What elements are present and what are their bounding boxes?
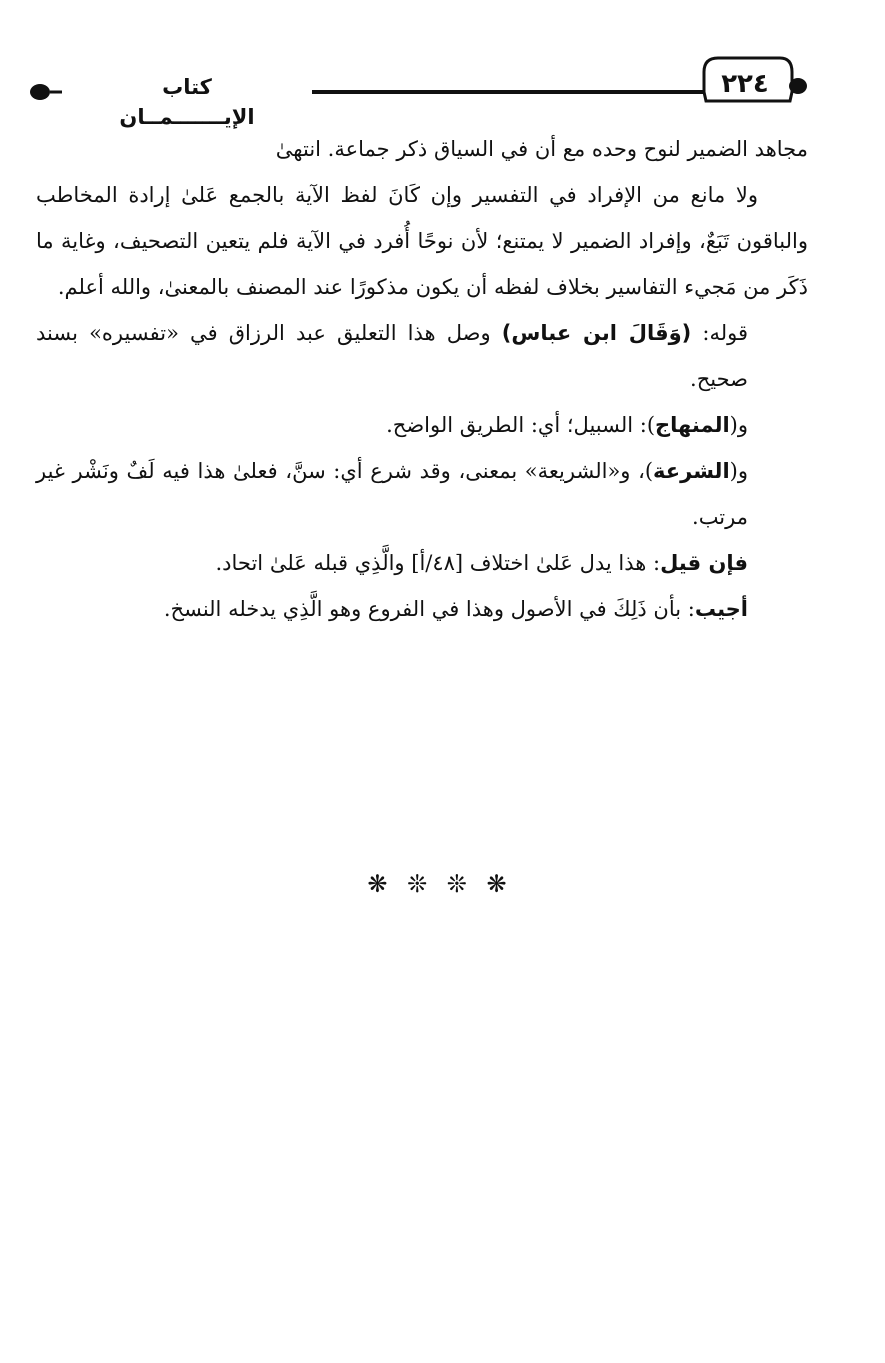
paragraph-5-body: )، و«الشريعة» بمعنى، وقد شرع أي: سنَّ، فعلىٰ هذا فيه لَفٌ ونَشْر غير مرتب. (36, 459, 748, 529)
paragraph-4-lead: و( (729, 413, 748, 437)
page-header (0, 0, 885, 129)
paragraph-7-term: أجيب (694, 597, 748, 621)
paragraph-4 (36, 402, 808, 448)
paragraph-3-body: وصل هذا التعليق عبد الرزاق في «تفسيره» بسند صحيح. (36, 321, 748, 391)
paragraph-3 (36, 310, 808, 402)
paragraph-6-body: : هذا يدل عَلىٰ اختلاف [٤٨/أ] والَّذِي قبله عَلىٰ اتحاد. (215, 551, 661, 575)
paragraph-6-term: فإن قيل (660, 551, 748, 575)
paragraph-7-body: : بأن ذَلِكَ في الأصول وهذا في الفروع وهو الَّذِي يدخله النسخ. (163, 597, 695, 621)
section-end-ornament: ❋ ❊ ❊ ❋ (367, 870, 513, 898)
page-body (36, 126, 808, 632)
paragraph-6 (36, 540, 808, 586)
paragraph-1: مجاهد الضمير لنوح وحده مع أن في السياق ذكر جماعة. انتهىٰ (275, 137, 808, 161)
paragraph-5 (36, 448, 808, 540)
paragraph-4-body: ): السبيل؛ أي: الطريق الواضح. (386, 413, 656, 437)
paragraph-5-term: الشرعة (653, 459, 730, 483)
paragraph-5-lead: و( (729, 459, 748, 483)
paragraph-3-lead: قوله: (691, 321, 749, 345)
paragraph-2: ولا مانع من الإفراد في التفسير وإن كَانَ لفظ الآية بالجمع عَلىٰ إرادة المخاطب والباقون تَبَعٌ، وإفراد الضمير لا يمتنع؛ لأن نوحًا أُفرد في الآية فلم يتعين التصحيف، وغاية ما ذَكَر من مَجيء التفاسير بخلاف لفظه أن يكون مذكورًا عند المصنف بالمعنىٰ، والله أعلم. (36, 183, 808, 299)
running-title: كتاب الإيـــــــمــان (119, 75, 255, 129)
paragraph-7 (36, 586, 808, 632)
page-number: ٢٢٤ (721, 69, 769, 99)
paragraph-4-term: المنهاج (655, 413, 730, 437)
paragraph-3-quote: (وَقَالَ ابن عباس) (501, 321, 692, 345)
